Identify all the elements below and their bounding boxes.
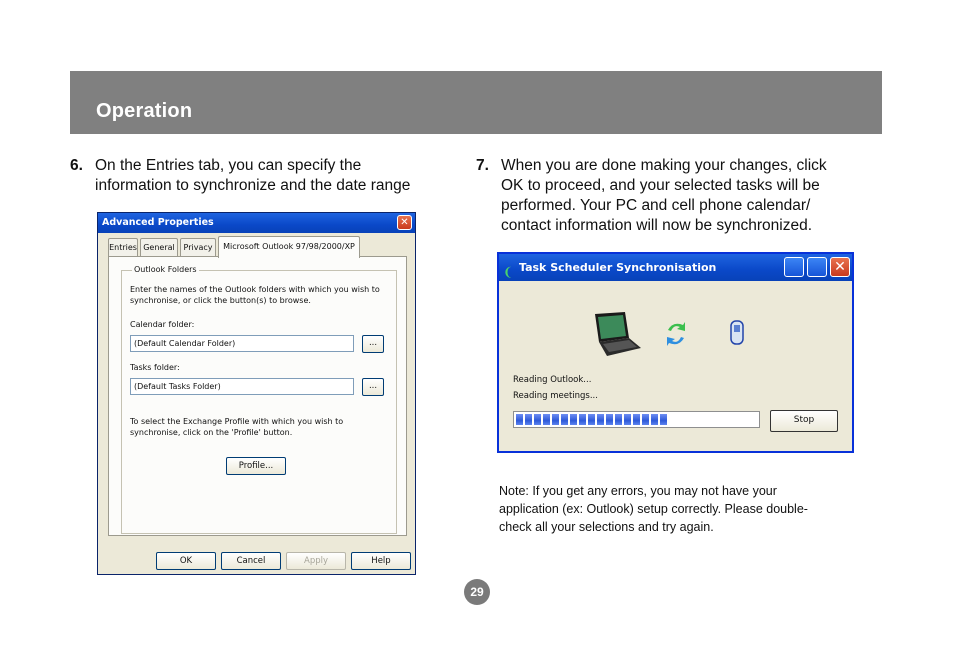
- tab-privacy[interactable]: Privacy: [180, 238, 216, 257]
- close-icon[interactable]: ✕: [830, 257, 850, 277]
- note-text: [499, 482, 869, 536]
- status-line: Reading meetings...: [513, 391, 598, 401]
- step-7-line: When you are done making your changes, click: [501, 157, 827, 174]
- help-button[interactable]: Help: [351, 552, 411, 570]
- exchange-line: To select the Exchange Profile with which you wish to: [130, 417, 344, 426]
- profile-button[interactable]: Profile...: [226, 457, 286, 475]
- task-scheduler-dialog: [497, 252, 854, 453]
- step-6-number: 6.: [70, 157, 83, 174]
- calendar-folder-label: Calendar folder:: [130, 320, 195, 329]
- dialog-title: Advanced Properties: [102, 217, 214, 228]
- stop-button[interactable]: Stop: [770, 410, 838, 432]
- progress-segment: [633, 414, 640, 425]
- close-icon[interactable]: ✕: [397, 215, 412, 230]
- progress-segment: [525, 414, 532, 425]
- progress-segment: [597, 414, 604, 425]
- folder-instructions: [130, 284, 380, 306]
- progress-segment: [606, 414, 613, 425]
- minimize-icon[interactable]: [784, 257, 804, 277]
- note-line: check all your selections and try again.: [499, 520, 714, 534]
- progress-segment: [624, 414, 631, 425]
- instructions-line: synchronise, or click the button(s) to browse.: [130, 296, 311, 305]
- laptop-icon: [587, 312, 643, 358]
- progress-segment: [588, 414, 595, 425]
- cancel-button[interactable]: Cancel: [221, 552, 281, 570]
- progress-segment: [516, 414, 523, 425]
- sync-app-icon: ❨: [503, 265, 514, 279]
- advanced-properties-dialog: [97, 212, 416, 575]
- step-7-text: [501, 156, 827, 236]
- progress-segment: [615, 414, 622, 425]
- tasks-browse-button[interactable]: ...: [362, 378, 384, 396]
- exchange-line: synchronise, click on the 'Profile' button.: [130, 428, 293, 437]
- section-header-bar: [70, 71, 882, 134]
- progress-segment: [579, 414, 586, 425]
- page-number: 29: [464, 579, 490, 605]
- step-6-line: information to synchronize and the date range: [95, 177, 411, 194]
- apply-button[interactable]: Apply: [286, 552, 346, 570]
- progress-segment: [660, 414, 667, 425]
- dialog-titlebar: [499, 254, 852, 281]
- calendar-browse-button[interactable]: ...: [362, 335, 384, 353]
- section-title: Operation: [96, 100, 193, 122]
- progress-segment: [534, 414, 541, 425]
- tab-general[interactable]: General: [140, 238, 178, 257]
- step-7-line: OK to proceed, and your selected tasks will be: [501, 177, 820, 194]
- progress-segment: [561, 414, 568, 425]
- progress-segment: [543, 414, 550, 425]
- note-line: Note: If you get any errors, you may not have your: [499, 484, 777, 498]
- progress-segment: [642, 414, 649, 425]
- dialog-titlebar: [98, 213, 415, 233]
- step-7-line: contact information will now be synchronized.: [501, 217, 813, 234]
- ok-button[interactable]: OK: [156, 552, 216, 570]
- outlook-folders-group: [121, 265, 397, 534]
- tasks-folder-input[interactable]: (Default Tasks Folder): [130, 378, 354, 395]
- progress-segment: [570, 414, 577, 425]
- progress-segment: [651, 414, 658, 425]
- step-6-line: On the Entries tab, you can specify the: [95, 157, 362, 174]
- group-label: Outlook Folders: [134, 265, 197, 274]
- step-7-number: 7.: [476, 157, 489, 174]
- sync-progress-bar: [513, 411, 760, 428]
- instructions-line: Enter the names of the Outlook folders with which you wish to: [130, 285, 380, 294]
- tab-outlook[interactable]: Microsoft Outlook 97/98/2000/XP: [218, 236, 360, 258]
- tasks-folder-label: Tasks folder:: [130, 363, 180, 372]
- cell-phone-icon: [729, 320, 745, 346]
- note-line: application (ex: Outlook) setup correctly. Please double-: [499, 502, 808, 516]
- maximize-icon[interactable]: [807, 257, 827, 277]
- status-line: Reading Outlook...: [513, 375, 592, 385]
- progress-segment: [552, 414, 559, 425]
- outlook-tab-panel: [108, 256, 407, 536]
- sync-arrows-icon: [665, 320, 687, 348]
- step-6-text: [95, 156, 410, 196]
- step-7-line: performed. Your PC and cell phone calendar/: [501, 197, 811, 214]
- dialog-title: Task Scheduler Synchronisation: [519, 261, 717, 274]
- calendar-folder-input[interactable]: (Default Calendar Folder): [130, 335, 354, 352]
- exchange-instructions: [130, 416, 343, 438]
- tab-entries[interactable]: Entries: [108, 238, 138, 257]
